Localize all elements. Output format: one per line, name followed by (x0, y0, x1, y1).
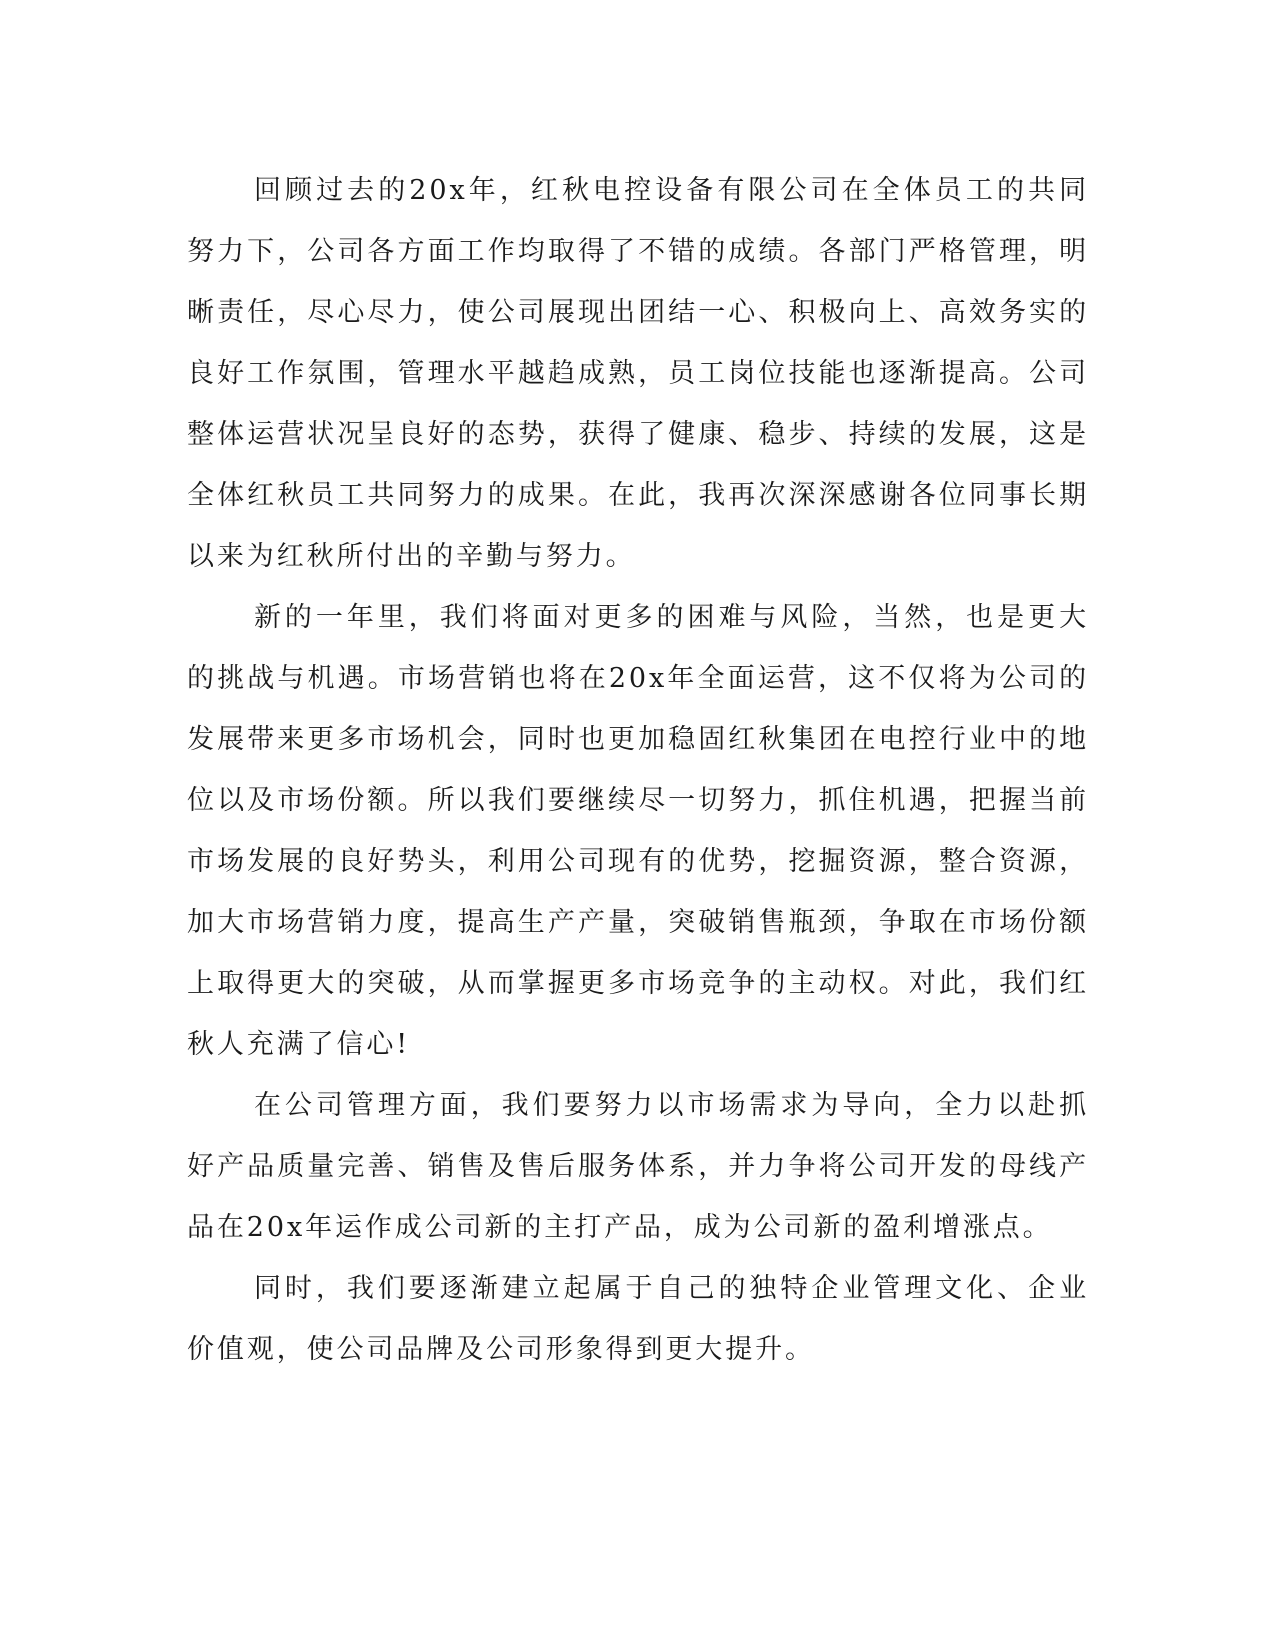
document-body (187, 160, 1089, 1380)
paragraph-new-year-challenges: 新的一年里，我们将面对更多的困难与风险，当然，也是更大的挑战与机遇。市场营销也将在20x年全面运营，这不仅将为公司的发展带来更多市场机会，同时也更加稳固红秋集团在电控行业中的地位以及市场份额。所以我们要继续尽一切努力，抓住机遇，把握当前市场发展的良好势头，利用公司现有的优势，挖掘资源，整合资源，加大市场营销力度，提高生产产量，突破销售瓶颈，争取在市场份额上取得更大的突破，从而掌握更多市场竞争的主动权。对此，我们红秋人充满了信心! (187, 602, 1089, 1060)
paragraph-corporate-culture: 同时，我们要逐渐建立起属于自己的独特企业管理文化、企业价值观，使公司品牌及公司形象得到更大提升。 (187, 1273, 1089, 1365)
paragraph-review-past-year: 回顾过去的20x年，红秋电控设备有限公司在全体员工的共同努力下，公司各方面工作均取得了不错的成绩。各部门严格管理，明晰责任，尽心尽力，使公司展现出团结一心、积极向上、高效务实的良好工作氛围，管理水平越趋成熟，员工岗位技能也逐渐提高。公司整体运营状况呈良好的态势，获得了健康、稳步、持续的发展，这是全体红秋员工共同努力的成果。在此，我再次深深感谢各位同事长期以来为红秋所付出的辛勤与努力。 (187, 175, 1089, 572)
paragraph-company-management: 在公司管理方面，我们要努力以市场需求为导向，全力以赴抓好产品质量完善、销售及售后服务体系，并力争将公司开发的母线产品在20x年运作成公司新的主打产品，成为公司新的盈利增涨点。 (187, 1090, 1089, 1243)
